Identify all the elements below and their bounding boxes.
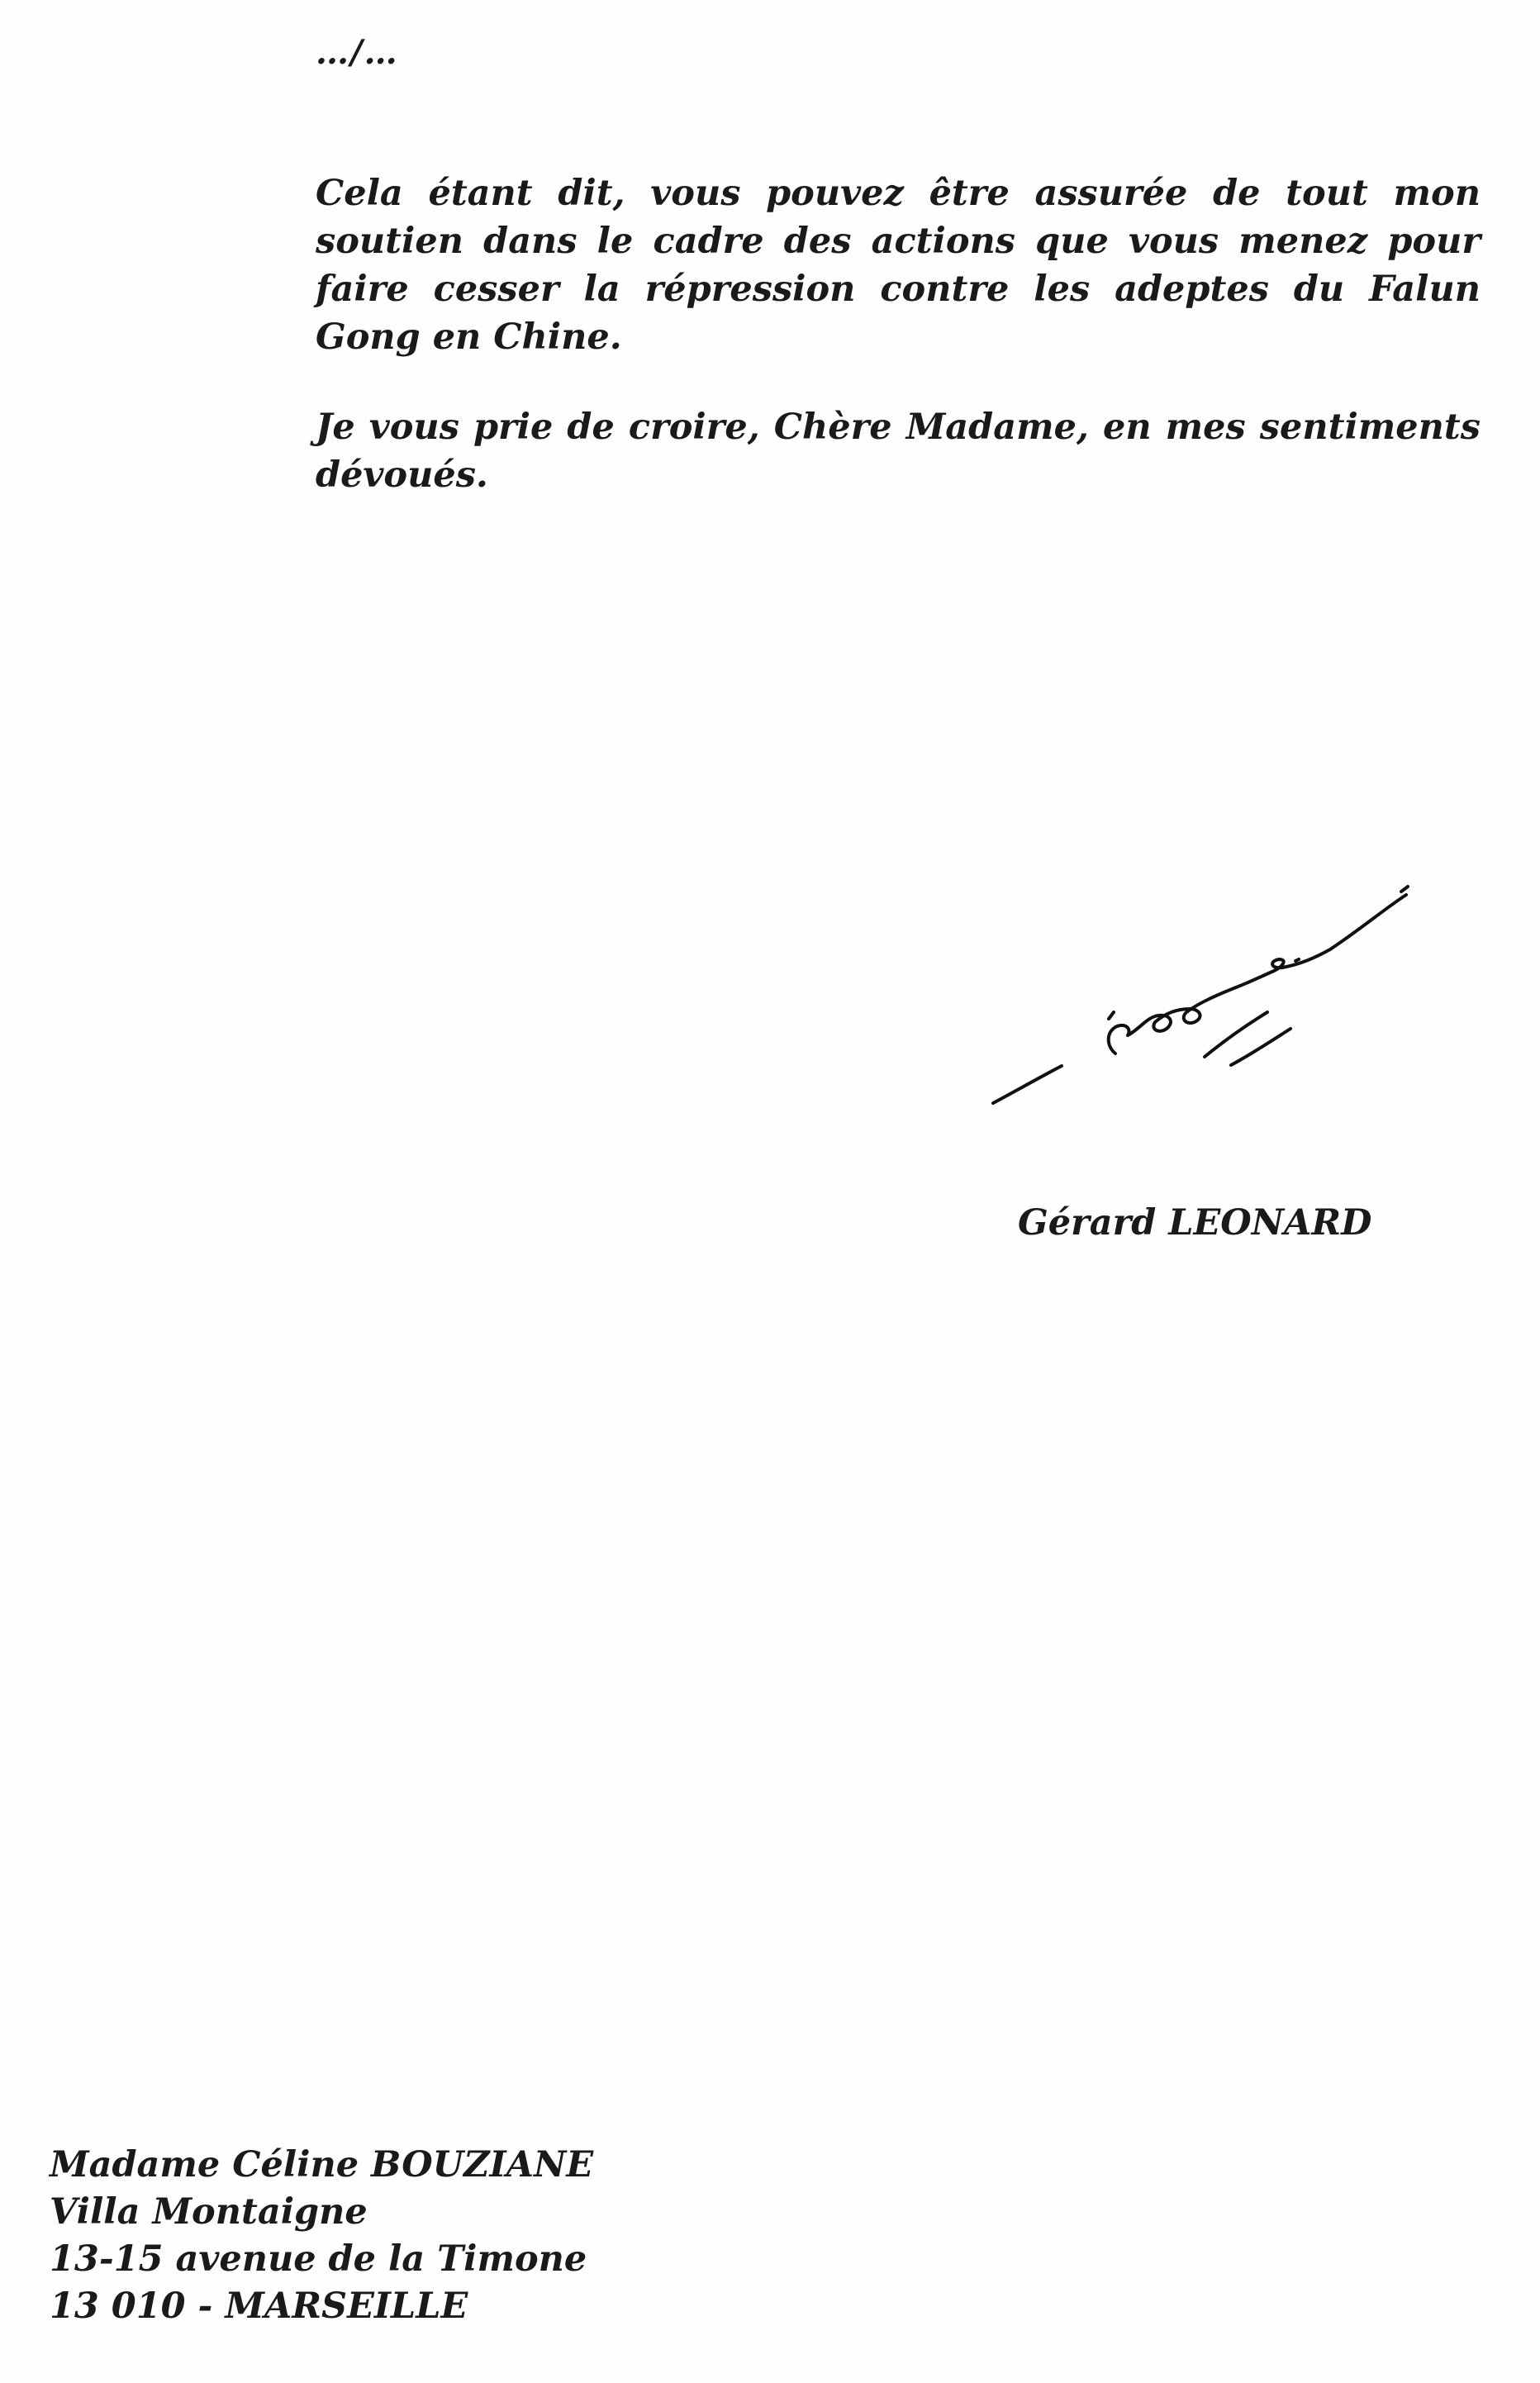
continuation-mark: …/… [316,33,399,72]
handwritten-signature [983,806,1421,1120]
closing-paragraph-salutation: Je vous prie de croire, Chère Madame, en mes sentiments dévoués. [316,407,1481,496]
address-line-2: 13-15 avenue de la Timone [50,2238,587,2280]
address-line-3: 13 010 - MARSEILLE [50,2285,468,2327]
address-line-1: Villa Montaigne [50,2191,368,2233]
recipient-name: Madame Céline BOUZIANE [50,2144,594,2186]
recipient-address-block [50,2142,593,2330]
signer-name: Gérard LEONARD [1018,1202,1372,1244]
closing-paragraph-support: Cela étant dit, vous pouvez être assurée de tout mon soutien dans le cadre des actions que vous menez pour faire cesser la répression contre les adeptes du Falun Gong en Chine. [316,173,1481,358]
